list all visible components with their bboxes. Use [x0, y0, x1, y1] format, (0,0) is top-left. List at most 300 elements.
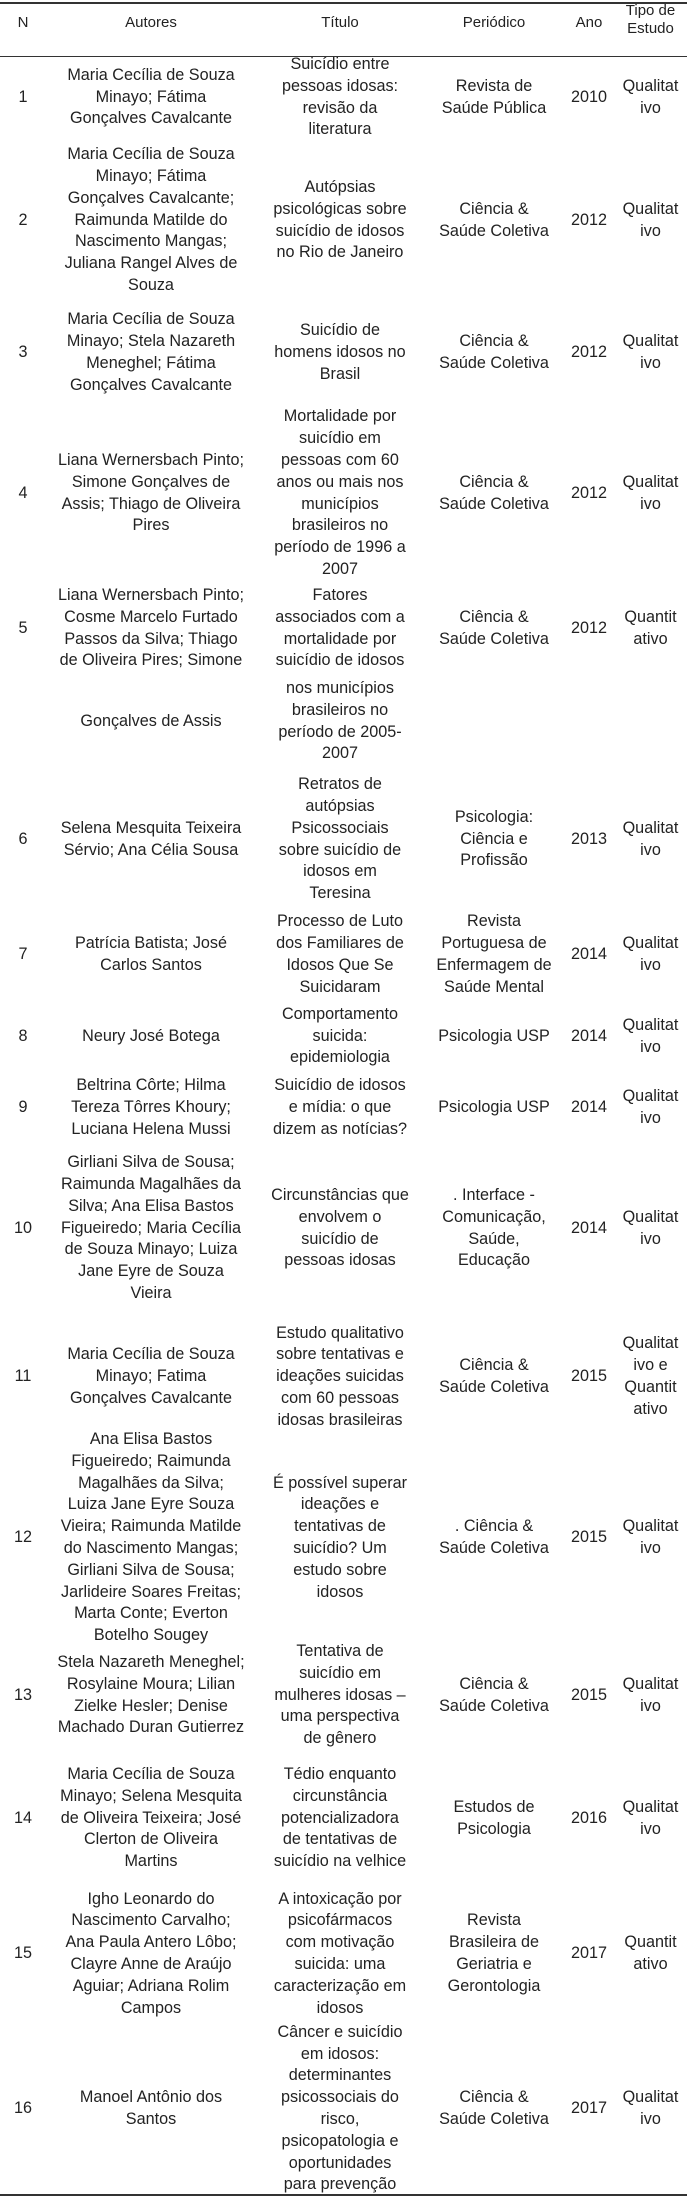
- cell-titulo-text: [275, 585, 405, 672]
- cell-line: potencializadora: [281, 1808, 399, 1827]
- cell-line: período de 2005-: [278, 722, 402, 741]
- cell-line: Cosme Marcelo Furtado: [64, 607, 238, 626]
- cell-line: Qualitat: [622, 818, 679, 837]
- cell-line: Qualitat: [622, 199, 679, 218]
- cell-ano: [564, 1442, 614, 1634]
- cell-n-text: [18, 1026, 27, 1048]
- cell-line: Girliani Silva de Sousa;: [67, 1560, 235, 1579]
- cell-titulo-text: [271, 1185, 409, 1272]
- cell-line: Suicídio de idosos: [274, 1076, 406, 1095]
- cell-line: Saúde Coletiva: [439, 354, 549, 372]
- cell-periodico: [424, 908, 564, 1002]
- cell-line: Qualitat: [622, 1015, 679, 1034]
- cell-ano: [564, 137, 614, 304]
- cell-line: Saúde,: [468, 1229, 520, 1248]
- cell-line: do Nascimento Mangas;: [63, 1539, 239, 1557]
- cell-line: Ciência &: [459, 332, 529, 351]
- cell-autores-text: [60, 1764, 242, 1873]
- cell-line: suicídio em: [299, 1663, 381, 1682]
- cell-line: Autópsias: [304, 177, 376, 196]
- cell-line: ivo: [640, 494, 661, 513]
- cell-line: Botelho Sougey: [93, 1626, 209, 1645]
- cell-autores-text: [57, 1652, 244, 1739]
- cell-line: Suicídio de: [299, 321, 381, 340]
- cell-line: ivo: [640, 1229, 661, 1248]
- cell-line: Enfermagem de: [436, 956, 552, 974]
- cell-line: 2014: [570, 1218, 607, 1237]
- cell-line: Gonçalves Cavalcante;: [67, 188, 235, 207]
- cell-line: Figueiredo; Maria Cecília: [61, 1218, 241, 1237]
- cell-line: 3: [18, 343, 28, 362]
- cell-line: 2012: [570, 343, 607, 362]
- cell-line: brasileiros no: [291, 516, 389, 535]
- cell-line: Saúde Coletiva: [439, 494, 549, 513]
- cell-line: suicida: uma: [294, 1955, 386, 1973]
- cell-line: Rosylaine Moura; Lilian: [66, 1674, 236, 1693]
- cell-n-text: [18, 483, 27, 505]
- cell-line: ivo: [640, 956, 661, 974]
- cell-line: ivo: [640, 1109, 661, 1127]
- cell-line: Stela Nazareth Meneghel;: [57, 1652, 245, 1671]
- cell-autores: [46, 58, 256, 137]
- cell-line: Tentativa de: [296, 1642, 384, 1660]
- cell-titulo-text: [282, 1004, 398, 1069]
- cell-periodico: [424, 1071, 564, 1145]
- cell-line: suicida:: [312, 1026, 368, 1045]
- cell-n-text: [18, 342, 27, 364]
- cell-ano-text: [571, 210, 607, 232]
- cell-line: Martins: [124, 1852, 178, 1871]
- cell-tipo-text: [623, 1797, 679, 1841]
- cell-n: [0, 58, 46, 137]
- cell-line: tentativas de: [294, 1517, 386, 1536]
- cell-periodico-text: [436, 911, 551, 998]
- cell-line: mulheres idosas –: [274, 1685, 406, 1704]
- cell-line: ivo: [640, 840, 661, 859]
- cell-tipo: [614, 1002, 687, 1071]
- cell-line: Clerton de Oliveira: [83, 1830, 219, 1849]
- cell-line: Pires: [132, 516, 170, 535]
- cell-ano-text: [571, 829, 607, 851]
- cell-line: Câncer e suicídio: [277, 2022, 403, 2041]
- cell-line: Jane Eyre de Souza: [78, 1262, 224, 1281]
- cell-line: Passos da Silva; Thiago: [64, 629, 238, 648]
- cell-line: Ciência &: [459, 607, 529, 626]
- cell-line: risco,: [320, 2110, 360, 2128]
- cell-ano-text: [571, 618, 607, 640]
- cell-titulo-text: [274, 1641, 405, 1750]
- cell-line: suicídio? Um: [293, 1539, 387, 1557]
- cell-line: Qualitat: [622, 1517, 679, 1536]
- cell-n: [0, 1757, 46, 1880]
- cell-ano: [564, 1757, 614, 1880]
- cell-periodico-text: [439, 472, 549, 516]
- cell-line: Saúde Coletiva: [439, 1378, 549, 1396]
- cell-line: dizem as notícias?: [272, 1119, 408, 1138]
- cell-line: ativo: [633, 629, 668, 648]
- cell-n: [0, 2028, 46, 2190]
- cell-autores-text: [67, 65, 234, 130]
- header-ano: Ano: [575, 14, 603, 31]
- cell-autores: [46, 771, 256, 908]
- cell-periodico: [424, 1757, 564, 1880]
- cell-line: Suicidaram: [299, 977, 381, 996]
- cell-tipo-text: [623, 2087, 679, 2131]
- cell-line: sobre tentativas e: [276, 1345, 404, 1364]
- cell-line: pessoas idosas:: [281, 76, 399, 95]
- cell-titulo: [256, 585, 424, 672]
- cell-titulo-text: [274, 320, 405, 385]
- cell-line: autópsias: [305, 796, 375, 815]
- cell-autores: [46, 1430, 256, 1645]
- cell-tipo: [614, 58, 687, 137]
- cell-line: ivo e: [633, 1356, 668, 1375]
- cell-titulo: [256, 1634, 424, 1757]
- cell-ano-text: [571, 1685, 607, 1707]
- cell-ano: [564, 1312, 614, 1442]
- cell-ano: [564, 1145, 614, 1312]
- cell-tipo-text: [624, 1932, 676, 1976]
- cell-titulo-text: [273, 1075, 407, 1140]
- cell-ano: [564, 1880, 614, 2028]
- cell-line: e mídia: o que: [288, 1098, 392, 1117]
- cell-line: Sérvio; Ana Célia Sousa: [63, 840, 239, 859]
- cell-line: Ciência &: [459, 472, 529, 491]
- cell-tipo: [614, 1312, 687, 1442]
- cell-line: Idosos Que Se: [286, 956, 394, 974]
- cell-n: [0, 402, 46, 585]
- cell-line: Gonçalves Cavalcante: [70, 1388, 232, 1407]
- cell-line: 2: [18, 210, 28, 229]
- cell-line: período de 1996 a: [274, 538, 406, 557]
- cell-line: Silva; Ana Elisa Bastos: [68, 1196, 234, 1215]
- cell-periodico-text: [438, 1097, 550, 1119]
- cell-line: Psicologia USP: [438, 1098, 550, 1117]
- cell-line: Ciência &: [459, 199, 529, 218]
- cell-autores-text: [65, 1889, 236, 2020]
- cell-periodico-text: [439, 607, 549, 651]
- header-autores: Autores: [125, 14, 177, 31]
- cell-line: idosas brasileiras: [277, 1410, 403, 1429]
- cell-line: pessoas idosas: [284, 1251, 396, 1270]
- cell-line: 12: [13, 1528, 32, 1547]
- cell-line: 2015: [570, 1367, 607, 1386]
- cell-line: Qualitat: [622, 76, 679, 95]
- cell-line: . Ciência &: [454, 1517, 534, 1536]
- cell-n-text: [18, 210, 27, 232]
- cell-line: 10: [13, 1218, 32, 1237]
- cell-line: Qualitat: [622, 1674, 679, 1693]
- cell-ano-text: [571, 1808, 607, 1830]
- cell-line: epidemiologia: [290, 1048, 390, 1067]
- cell-line: Neury José Botega: [82, 1026, 220, 1045]
- cell-line: Luciana Helena Mussi: [71, 1119, 231, 1138]
- header-tipo: [614, 2, 687, 38]
- cell-n-text: [14, 1527, 32, 1549]
- cell-line: Raimunda Magalhães da: [61, 1175, 241, 1193]
- cell-ano: [564, 1002, 614, 1071]
- cell-line: Saúde Coletiva: [439, 1539, 549, 1557]
- cell-titulo: [256, 2022, 424, 2194]
- cell-line: Qualitat: [622, 472, 679, 491]
- cell-line: Revista de: [455, 76, 533, 95]
- cell-titulo: [256, 402, 424, 585]
- cell-line: envolvem o: [298, 1207, 382, 1226]
- cell-line: suicídio de idosos: [275, 651, 405, 670]
- cell-line: ideações suicidas: [276, 1367, 404, 1386]
- cell-titulo: [256, 1880, 424, 2028]
- cell-tipo: [614, 1145, 687, 1312]
- cell-line: 13: [13, 1685, 32, 1704]
- cell-titulo-text: [276, 911, 404, 998]
- cell-tipo-text: [623, 818, 679, 862]
- cell-line: ivo: [640, 98, 661, 117]
- cell-tipo: [614, 672, 687, 771]
- cell-line: Ciência e: [460, 829, 528, 848]
- cell-autores-text: [65, 144, 238, 297]
- cell-n: [0, 304, 46, 402]
- cell-titulo: [256, 1071, 424, 1145]
- cell-line: Saúde Coletiva: [439, 2110, 549, 2128]
- cell-line: 2012: [570, 483, 607, 502]
- cell-titulo: [256, 672, 424, 771]
- cell-tipo: [614, 2028, 687, 2190]
- cell-line: Patrícia Batista; José: [74, 934, 228, 953]
- cell-line: Minayo; Stela Nazareth: [66, 332, 236, 351]
- cell-line: Assis; Thiago de Oliveira: [61, 494, 241, 513]
- cell-autores: [46, 1880, 256, 2028]
- cell-line: Qualitat: [622, 2088, 679, 2107]
- cell-line: Nascimento Carvalho;: [71, 1911, 231, 1930]
- cell-line: 8: [18, 1026, 28, 1045]
- cell-n-text: [15, 1366, 32, 1388]
- cell-line: 2017: [570, 1944, 607, 1963]
- cell-titulo: [256, 1145, 424, 1312]
- cell-line: É possível superar: [272, 1473, 408, 1492]
- cell-line: Fatores: [312, 585, 368, 604]
- header-tipo-line2: Estudo: [627, 20, 674, 37]
- cell-line: oportunidades: [288, 2153, 392, 2172]
- cell-autores-text: [80, 711, 221, 733]
- cell-line: caracterização em: [273, 1976, 407, 1995]
- cell-titulo: [256, 771, 424, 908]
- cell-periodico-text: [439, 2087, 549, 2131]
- cell-ano-text: [571, 342, 607, 364]
- cell-line: Brasil: [319, 364, 361, 383]
- cell-line: suicídio na velhice: [273, 1852, 407, 1871]
- cell-line: Luiza Jane Eyre Souza: [67, 1495, 235, 1514]
- cell-ano-text: [571, 87, 607, 109]
- cell-line: 2013: [570, 829, 607, 848]
- cell-periodico-text: [439, 1674, 549, 1718]
- cell-line: Mortalidade por: [283, 407, 397, 426]
- cell-autores-text: [71, 1075, 231, 1140]
- cell-line: Qualitat: [622, 1334, 679, 1353]
- cell-line: Ciência &: [459, 1356, 529, 1375]
- cell-line: ivo: [640, 2110, 661, 2128]
- cell-line: Maria Cecília de Souza: [67, 65, 235, 84]
- cell-line: Teresina: [309, 884, 371, 903]
- cell-periodico: [424, 1880, 564, 2028]
- cell-line: sobre suicídio de: [278, 840, 402, 859]
- cell-titulo-text: [273, 177, 406, 264]
- cell-n: [0, 1880, 46, 2028]
- cell-tipo: [614, 1880, 687, 2028]
- cell-line: Portuguesa de: [441, 934, 547, 953]
- cell-line: Ciência &: [459, 2088, 529, 2107]
- cell-line: 16: [13, 2099, 32, 2118]
- cell-tipo: [614, 908, 687, 1002]
- cell-line: ivo: [640, 1696, 661, 1715]
- cell-line: Campos: [120, 1998, 182, 2017]
- cell-tipo-text: [623, 1516, 679, 1560]
- cell-line: Girliani Silva de Sousa;: [67, 1153, 235, 1172]
- cell-line: Raimunda Matilde do: [74, 210, 228, 229]
- cell-line: Ana Elisa Bastos: [89, 1430, 213, 1449]
- cell-line: 11: [14, 1367, 32, 1386]
- cell-titulo: [256, 908, 424, 1002]
- cell-n: [0, 137, 46, 304]
- cell-line: Beltrina Côrte; Hilma: [76, 1076, 226, 1095]
- cell-line: idosos em: [303, 862, 377, 881]
- cell-tipo: [614, 1442, 687, 1634]
- cell-line: estudo sobre: [293, 1560, 387, 1579]
- cell-line: determinantes: [288, 2066, 392, 2085]
- cell-line: idosos: [316, 1582, 364, 1601]
- cell-line: pessoas com 60: [281, 450, 399, 469]
- cell-line: Saúde Pública: [441, 98, 547, 117]
- cell-line: ativo: [633, 1955, 668, 1973]
- cell-tipo-text: [623, 199, 679, 243]
- cell-line: Qualitat: [622, 332, 679, 351]
- cell-autores-text: [75, 933, 227, 977]
- cell-autores-text: [61, 1429, 242, 1647]
- cell-line: Tereza Tôrres Khoury;: [71, 1098, 231, 1117]
- cell-line: de Oliveira Teixeira; José: [60, 1808, 242, 1827]
- cell-line: ideações e: [300, 1495, 380, 1514]
- cell-line: Selena Mesquita Teixeira: [60, 818, 242, 837]
- cell-autores: [46, 908, 256, 1002]
- cell-tipo: [614, 1071, 687, 1145]
- cell-tipo-text: [624, 607, 676, 651]
- cell-tipo-text: [623, 1333, 679, 1420]
- header-n: N: [17, 14, 29, 31]
- cell-periodico: [424, 58, 564, 137]
- cell-line: Liana Wernersbach Pinto;: [58, 585, 244, 604]
- cell-titulo: [256, 1442, 424, 1634]
- cell-titulo-text: [282, 54, 398, 141]
- cell-n-text: [18, 829, 27, 851]
- cell-line: Meneghel; Fátima: [86, 354, 216, 372]
- cell-autores-text: [67, 1344, 234, 1409]
- cell-n: [0, 771, 46, 908]
- cell-titulo: [256, 137, 424, 304]
- cell-n: [0, 1145, 46, 1312]
- cell-line: 7: [18, 945, 28, 964]
- cell-n: [0, 1634, 46, 1757]
- cell-line: Maria Cecília de Souza: [67, 1345, 235, 1364]
- cell-ano-text: [571, 1026, 607, 1048]
- cell-line: municípios: [301, 494, 379, 513]
- cell-line: Minayo; Fátima: [95, 87, 207, 106]
- cell-periodico-text: [439, 331, 549, 375]
- cell-autores: [46, 1634, 256, 1757]
- cell-tipo-text: [623, 1207, 679, 1251]
- cell-line: 2012: [570, 618, 607, 637]
- cell-line: 2010: [570, 87, 607, 106]
- cell-titulo-text: [273, 1473, 407, 1604]
- cell-tipo: [614, 137, 687, 304]
- cell-line: Ana Paula Antero Lôbo;: [65, 1933, 237, 1952]
- header-titulo: Título: [321, 14, 359, 31]
- cell-line: dos Familiares de: [276, 934, 404, 953]
- cell-tipo: [614, 1634, 687, 1757]
- cell-line: Geriatria e: [456, 1955, 532, 1973]
- cell-periodico-text: [455, 807, 533, 872]
- cell-n-text: [14, 1685, 32, 1707]
- cell-line: circunstância: [292, 1786, 388, 1805]
- cell-line: 9: [18, 1098, 28, 1117]
- cell-line: psicofármacos: [287, 1911, 393, 1930]
- cell-line: Estudos de: [453, 1797, 535, 1816]
- cell-n-text: [18, 87, 27, 109]
- cell-line: suicídio de: [301, 1229, 379, 1248]
- cell-line: Nascimento Mangas;: [74, 232, 228, 251]
- cell-n-text: [18, 1097, 27, 1119]
- cell-line: Psicologia: [457, 1819, 531, 1838]
- cell-n-text: [14, 1218, 32, 1240]
- cell-tipo-text: [623, 1674, 679, 1718]
- cell-line: 2012: [570, 210, 607, 229]
- cell-line: no Rio de Janeiro: [276, 243, 404, 262]
- cell-autores: [46, 137, 256, 304]
- cell-titulo: [256, 304, 424, 402]
- cell-n: [0, 1002, 46, 1071]
- cell-tipo: [614, 1757, 687, 1880]
- cell-line: psicológicas sobre: [273, 199, 407, 218]
- cell-autores-text: [82, 1026, 220, 1048]
- cell-line: Psicossociais: [291, 818, 389, 837]
- cell-autores-text: [61, 818, 242, 862]
- cell-line: Saúde Coletiva: [439, 629, 549, 648]
- cell-ano-text: [571, 1527, 607, 1549]
- cell-ano: [564, 58, 614, 137]
- cell-line: Clayre Anne de Araújo: [70, 1955, 232, 1973]
- cell-line: Santos: [125, 2110, 177, 2128]
- cell-line: Maria Cecília de Souza: [67, 1765, 235, 1783]
- cell-line: Manoel Antônio dos: [79, 2088, 223, 2107]
- cell-titulo-text: [274, 406, 405, 580]
- cell-n: [0, 1312, 46, 1442]
- cell-tipo: [614, 402, 687, 585]
- cell-ano-text: [571, 483, 607, 505]
- cell-autores: [46, 402, 256, 585]
- cell-n-text: [18, 944, 27, 966]
- cell-line: Vieira; Raimunda Matilde: [60, 1517, 242, 1536]
- cell-periodico: [424, 1145, 564, 1312]
- cell-tipo-text: [623, 1015, 679, 1059]
- cell-periodico-text: [439, 1516, 549, 1560]
- cell-line: Saúde Coletiva: [439, 1696, 549, 1715]
- cell-line: 14: [13, 1808, 32, 1827]
- cell-ano-text: [571, 1097, 607, 1119]
- cell-line: 6: [18, 829, 28, 848]
- cell-periodico: [424, 1634, 564, 1757]
- cell-ano: [564, 304, 614, 402]
- cell-titulo-text: [278, 678, 401, 765]
- cell-ano-text: [571, 2098, 607, 2120]
- cell-line: psicopatologia e: [281, 2131, 399, 2150]
